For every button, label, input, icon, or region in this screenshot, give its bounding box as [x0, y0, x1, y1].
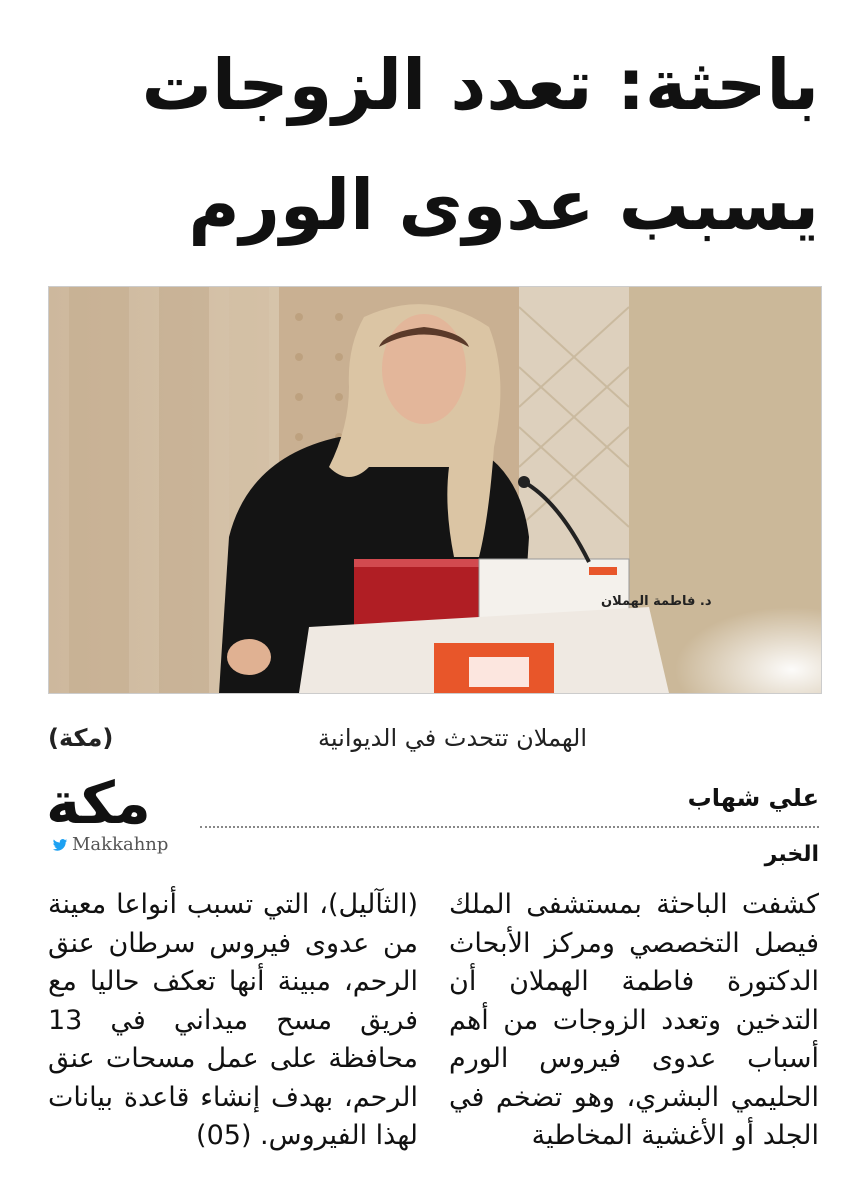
headline-line-2: يسبب عدوى الورم: [188, 164, 819, 246]
photo-source: (مكة): [48, 724, 114, 752]
body-column-right: [449, 886, 819, 1156]
headline-line-1: باحثة: تعدد الزوجات: [141, 44, 819, 126]
makkah-logo: [46, 769, 186, 862]
handle-text: Makkahnp: [72, 834, 169, 855]
byline-section: الخبر: [764, 842, 819, 867]
body-column-left: [48, 886, 418, 1156]
article-photo: [48, 286, 822, 694]
twitter-icon: [52, 839, 68, 851]
logo-word: مكة: [46, 769, 151, 837]
body-paragraph: كشفت الباحثة بمستشفى الملك فيصل التخصصي ومركز الأبحاث الدكتورة فاطمة الهملان أن التدخين وتعدد الزوجات من أهم أسباب عدوى فيروس الورم الحليمي البشري، وهو تضخم في الجلد أو الأغشية المخاطية: [449, 889, 819, 1151]
photo-caption: الهملان تتحدث في الديوانية: [318, 724, 587, 752]
byline-divider: [200, 826, 819, 828]
byline-author: علي شهاب: [687, 784, 819, 812]
body-paragraph: (الثآليل)، التي تسبب أنواعا معينة من عدوى فيروس سرطان عنق الرحم، مبينة أنها تعكف حاليا مع فريق مسح ميداني في 13 محافظة على عمل مسحات عنق الرحم، بهدف إنشاء قاعدة بيانات لهذا الفيروس. (05): [48, 889, 418, 1151]
twitter-handle: [52, 834, 168, 855]
